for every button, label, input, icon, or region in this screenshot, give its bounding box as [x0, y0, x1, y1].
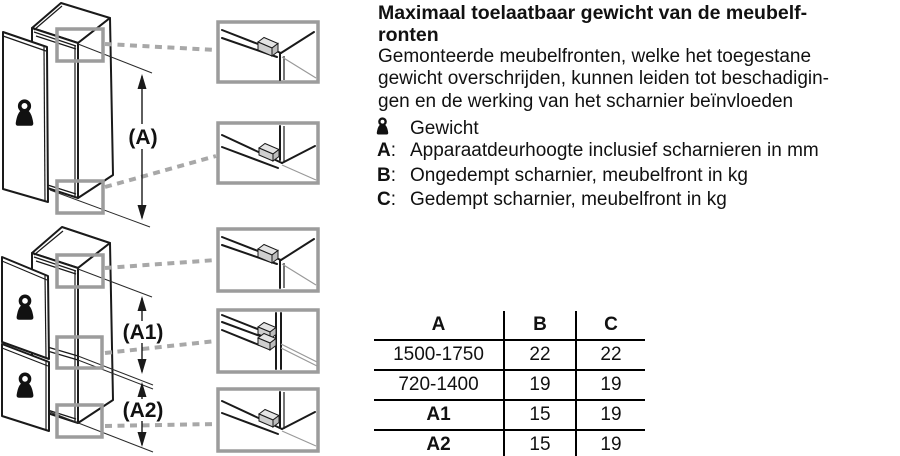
cell-c: 19 — [576, 400, 645, 430]
legend-text: Gedempt scharnier, meubelfront in kg — [410, 189, 727, 211]
table-header-row — [374, 311, 645, 340]
legend-key: A: — [377, 139, 397, 161]
diagram-single-door — [3, 3, 318, 227]
hinge-detail-callout-middle — [218, 310, 318, 372]
dimension-A — [123, 74, 162, 220]
legend-key: B: — [377, 164, 397, 186]
cell-a: A2 — [374, 430, 504, 456]
weight-table — [374, 311, 645, 456]
cell-b: 15 — [504, 430, 576, 456]
legend-row-weight — [377, 115, 819, 140]
legend-text: Ongedempt scharnier, meubelfront in kg — [410, 164, 748, 186]
dimension-A1 — [121, 296, 165, 374]
hinge-detail-callout-bottom — [218, 123, 318, 183]
col-header-c: C — [576, 311, 645, 340]
cell-b: 22 — [504, 340, 576, 370]
table-row — [374, 400, 645, 430]
cell-a: 720-1400 — [374, 370, 504, 400]
title-line: Maximaal toelaatbaar gewicht van de meubelf- — [378, 2, 808, 24]
legend-key: C: — [377, 189, 397, 211]
cell-b: 19 — [504, 370, 576, 400]
dim-label-a2: (A2) — [122, 399, 164, 422]
legend-row-a — [377, 140, 819, 165]
body-line: gen en de werking van het scharnier beïnvloeden — [378, 90, 794, 112]
dim-label-a: (A) — [128, 126, 158, 149]
legend-text: Gewicht — [410, 118, 479, 139]
hinge-detail-callout-top — [218, 229, 318, 291]
body-line: Gemonteerde meubelfronten, welke het toegestane — [378, 46, 812, 67]
dimension-A2 — [121, 382, 166, 447]
legend-row-b — [377, 165, 819, 190]
hinge-detail-callout-bottom — [218, 389, 318, 451]
body-line: gewicht overschrijden, kunnen leiden tot beschadigin- — [378, 68, 829, 90]
col-header-a: A — [431, 314, 446, 335]
cell-c: 22 — [576, 340, 645, 370]
hinge-detail-callout-top — [218, 22, 318, 82]
legend — [377, 115, 819, 214]
cell-c: 19 — [576, 370, 645, 400]
cell-b: 15 — [504, 400, 576, 430]
installation-diagrams — [0, 0, 370, 456]
title-line: ronten — [378, 24, 439, 46]
cell-c: 19 — [576, 430, 645, 456]
leader-line — [105, 156, 216, 187]
table-row — [374, 370, 645, 400]
diagram-double-door — [2, 227, 318, 452]
page-title — [378, 2, 807, 46]
legend-text: Apparaatdeurhoogte inclusief scharnieren in mm — [410, 139, 819, 161]
body-text — [378, 46, 829, 113]
col-header-b: B — [504, 311, 576, 340]
cell-a: A1 — [374, 400, 504, 430]
table-row — [374, 340, 645, 370]
table-row — [374, 430, 645, 456]
legend-key — [377, 115, 410, 140]
furniture-front-panel — [3, 32, 48, 202]
cell-a: 1500-1750 — [374, 340, 504, 370]
leader-line — [105, 260, 216, 268]
leader-line — [105, 424, 216, 426]
weight-icon — [375, 117, 390, 136]
leader-line — [105, 44, 216, 50]
dim-label-a1: (A1) — [122, 321, 164, 344]
extension-line-bottom — [50, 190, 150, 227]
legend-row-c — [377, 189, 819, 214]
